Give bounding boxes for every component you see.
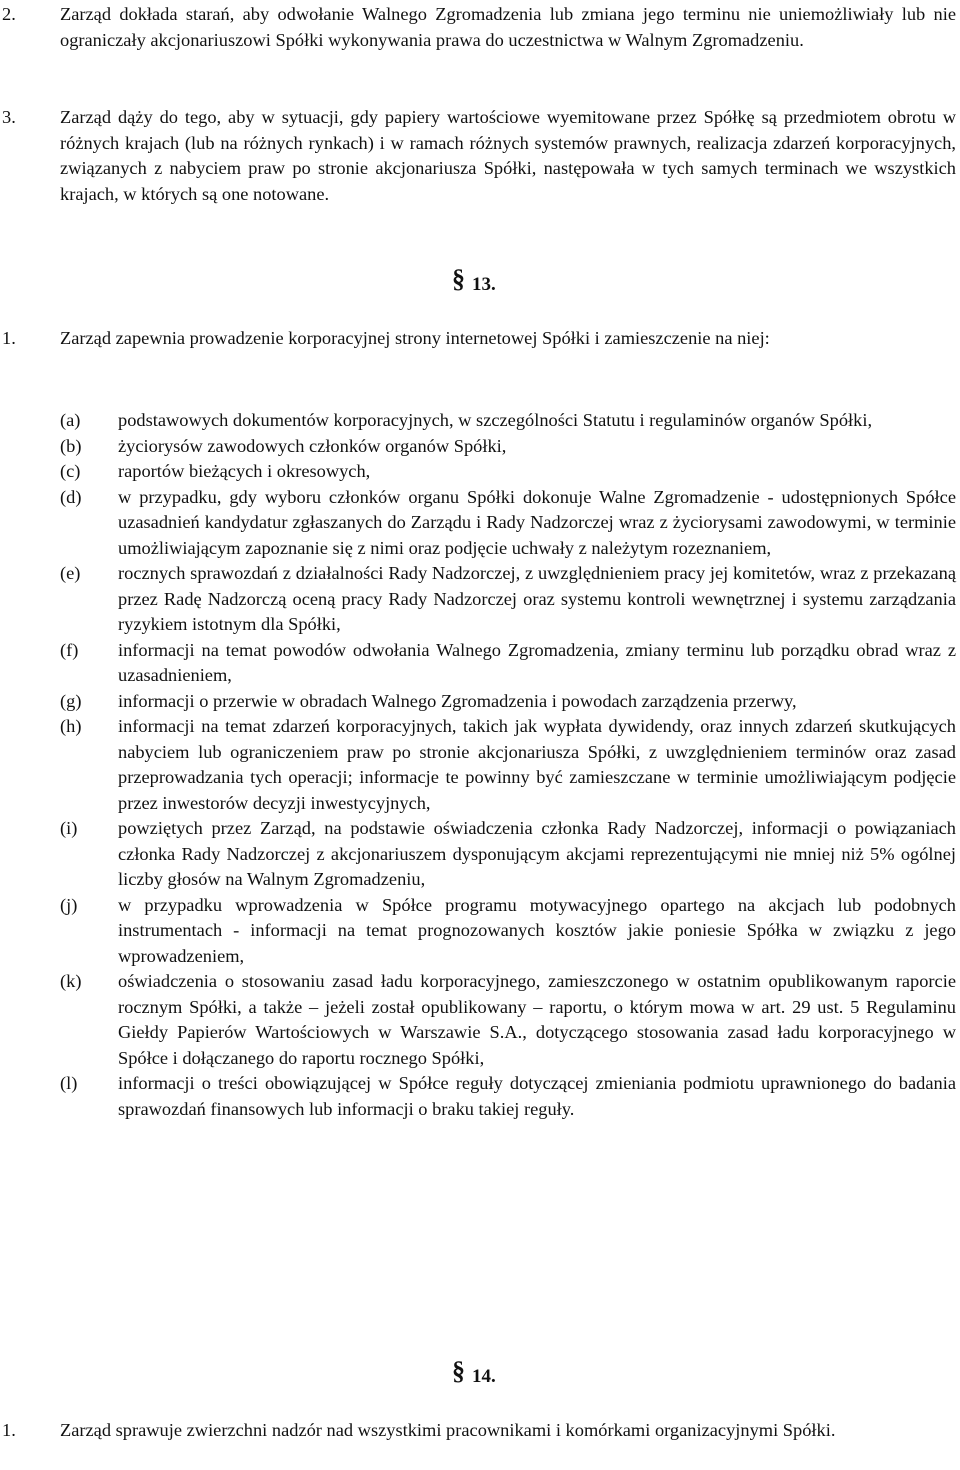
- list-item-text: w przypadku wprowadzenia w Spółce programu motywacyjnego opartego na akcjach lub podobnych instrumentach - informacji na temat prognozowanych kosztów jakie poniesie Spółka w związku z jego wprowadzeniem,: [118, 894, 956, 966]
- list-item-letter: (l): [60, 1073, 78, 1093]
- list-item: [60, 408, 956, 434]
- list-item-letter: (k): [60, 971, 82, 991]
- list-item: [60, 969, 956, 1071]
- list-item: [60, 434, 956, 460]
- list-item-letter: (b): [60, 435, 82, 456]
- list-item-text: w przypadku, gdy wyboru członków organu Spółki dokonuje Walne Zgromadzenie - udostępnionych Spółce uzasadnień kandydatur zgłaszanych do Zarządu i Rady Nadzorczej wraz z życiorysami zawodowymi, w terminie umożliwiającym zapoznanie się z nimi oraz podjęcie uchwały z należytym rozeznaniem,: [118, 486, 956, 558]
- list-item-letter: (f): [60, 639, 79, 660]
- list-item-text: oświadczenia o stosowaniu zasad ładu korporacyjnego, zamieszczonego w ostatnim opublikowanym raporcie rocznym Spółki, a także – jeżeli został opublikowany – raportu, o którym mowa w art. 29 ust. 5 Regulaminu Giełdy Papierów Wartościowych w Warszawie S.A., dotyczącego stosowania zasad ładu korporacyjnego w Spółce i dołączanego do raportu rocznego Spółki,: [118, 971, 956, 1068]
- list-item: [60, 459, 956, 485]
- list-item-letter: (j): [60, 894, 78, 915]
- list-item-letter: (h): [60, 716, 82, 736]
- paragraph-number: 1.: [2, 1420, 16, 1440]
- paragraph-text: Zarząd zapewnia prowadzenie korporacyjnej strony internetowej Spółki i zamieszczenie na niej:: [60, 328, 770, 348]
- section-number: 14.: [472, 1366, 496, 1387]
- list-item-letter: (e): [60, 563, 81, 583]
- section-sign-glyph: §: [452, 264, 465, 293]
- list-item-text: podstawowych dokumentów korporacyjnych, w szczególności Statutu i regulaminów organów Spółki,: [118, 410, 873, 430]
- paragraph-number: 3.: [2, 107, 16, 127]
- list-item-text: informacji o treści obowiązującej w Spółce reguły dotyczącej zmieniania podmiotu uprawnionego do badania sprawozdań finansowych lub informacji o braku takiej reguły.: [118, 1073, 956, 1119]
- list-item-letter: (a): [60, 410, 81, 430]
- list-item: [60, 893, 956, 970]
- paragraph-text: Zarząd dokłada starań, aby odwołanie Walnego Zgromadzenia lub zmiana jego terminu nie uniemożliwiały lub nie ograniczały akcjonariuszowi Spółki wykonywania prawa do uczestnictwa w Walnym Zgromadzeniu.: [60, 4, 956, 50]
- list-item: [60, 561, 956, 638]
- paragraph-number: 1.: [2, 328, 16, 348]
- section-number: 13.: [472, 274, 496, 295]
- list-item-text: informacji na temat zdarzeń korporacyjnych, takich jak wypłata dywidendy, oraz innych zdarzeń skutkujących nabyciem lub ograniczeniem praw po stronie akcjonariusza Spółki, z uwzględnieniem terminów oraz zasad przeprowadzania tych operacji; informacje te powinny być zamieszczane w terminie umożliwiającym podjęcie przez inwestorów decyzji inwestycyjnych,: [118, 716, 956, 813]
- paragraph-text: Zarząd sprawuje zwierzchni nadzór nad wszystkimi pracownikami i komórkami organizacyjnymi Spółki.: [60, 1420, 836, 1440]
- list-item: [60, 485, 956, 562]
- paragraph-2: [0, 2, 956, 53]
- list-item-text: powziętych przez Zarząd, na podstawie oświadczenia członka Rady Nadzorczej, informacji o powiązaniach członka Rady Nadzorczej z akcjonariuszem dysponującym akcjami reprezentującymi nie mniej niż 5% ogólnej liczby głosów na Walnym Zgromadzeniu,: [118, 818, 956, 889]
- list-item-text: informacji o przerwie w obradach Walnego Zgromadzenia i powodach zarządzenia przerwy,: [118, 690, 797, 711]
- list-item: [60, 1071, 956, 1122]
- list-item: [60, 714, 956, 816]
- section-13-paragraph-1: [0, 326, 956, 352]
- list-item-text: informacji na temat powodów odwołania Walnego Zgromadzenia, zmiany terminu lub porządku obrad wraz z uzasadnieniem,: [118, 639, 956, 685]
- list-item-letter: (g): [60, 690, 82, 711]
- list-item-text: życiorysów zawodowych członków organów Spółki,: [118, 435, 507, 456]
- paragraph-3: [0, 105, 956, 207]
- paragraph-text: Zarząd dąży do tego, aby w sytuacji, gdy papiery wartościowe wyemitowane przez Spółkę są przedmiotem obrotu w różnych krajach (lub na różnych rynkach) i w ramach różnych systemów prawnych, realizacja zdarzeń korporacyjnych, związanych z nabyciem praw po stronie akcjonariusza Spółki, następowała w tych samych terminach we wszystkich krajach, w których są one notowane.: [60, 107, 956, 204]
- list-item: [60, 638, 956, 689]
- list-item-letter: (c): [60, 461, 81, 481]
- list-item-text: rocznych sprawozdań z działalności Rady Nadzorczej, z uwzględnieniem pracy jej komitetów, wraz z przekazaną przez Radę Nadzorczą oceną pracy Rady Nadzorczej oraz systemu kontroli wewnętrznej i systemu zarządzania ryzykiem istotnym dla Spółki,: [118, 563, 956, 634]
- section-14-paragraph-1: [0, 1418, 956, 1444]
- section-sign-glyph: §: [452, 1356, 465, 1385]
- disclosure-item-list: [60, 408, 956, 1122]
- paragraph-number: 2.: [2, 4, 16, 24]
- list-item: [60, 816, 956, 893]
- list-item-text: raportów bieżących i okresowych,: [118, 461, 371, 481]
- list-item-letter: (i): [60, 818, 78, 838]
- list-item: [60, 689, 956, 715]
- list-item-letter: (d): [60, 486, 82, 507]
